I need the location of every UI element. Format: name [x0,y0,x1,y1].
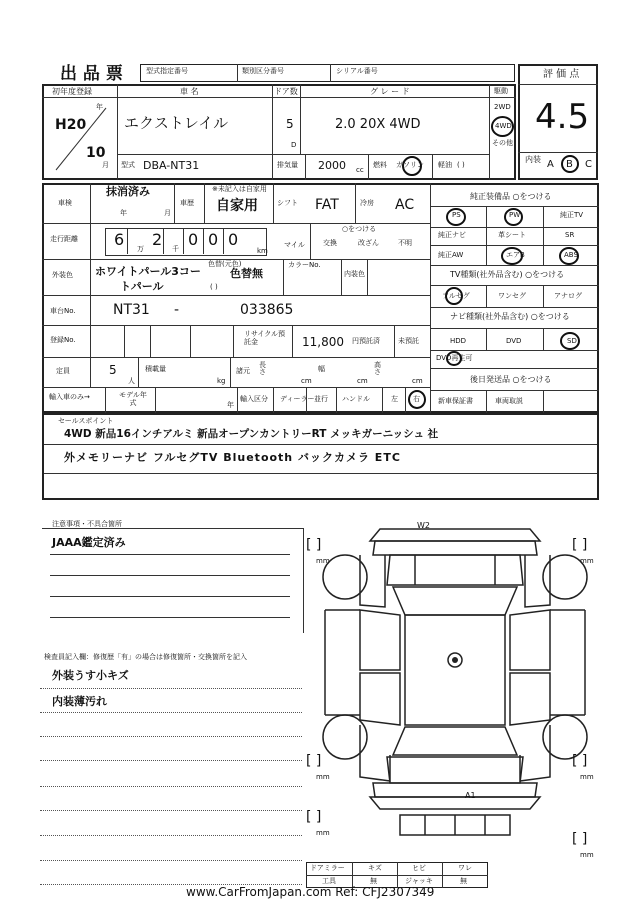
color-value-line2: トパール [120,280,164,293]
inspector-line1: 外装うす小キズ [52,669,129,682]
mm-tl: mm [316,557,330,565]
year-mark: 年 [96,103,103,111]
dims-length-cm: cm [301,377,312,385]
tv-fullseg: フルセグ [442,292,470,300]
equip-airbag-circle [501,247,523,265]
interior-color-label: 内装色 [344,270,365,278]
mm-bl: mm [316,773,330,781]
fuel-label: 燃料 [373,161,387,169]
registration-label: 登録No. [50,336,76,344]
capacity-person: 人 [128,377,135,385]
odometer-digit-2: 2 [152,230,163,249]
model-year-unit: 年 [227,401,234,409]
mileage-modified: 改ざん [358,239,379,247]
history-value: 自家用 [216,198,258,214]
diagram-w2: W2 [417,521,430,530]
dims-width: 幅 [318,365,325,373]
dims-length: 長さ [259,361,266,376]
sales-points-line1: 4WD 新品16インチアルミ 新品オープンカントリーRT メッキガーニッシュ 社 [64,428,439,440]
notes-line1: JAAA鑑定済み [52,536,126,549]
fuel-gas-circle [402,156,422,176]
ac-value: AC [395,197,415,213]
import-dealer: ディーラー [280,395,315,403]
equip-sr: SR [565,231,575,239]
bracket-tl: [ ] [306,537,322,553]
model-year-label: モデル年式 [119,391,147,408]
inspection-month: 月 [164,209,171,217]
first-reg-label: 初年度登録 [52,87,92,96]
displacement-value: 2000 [318,159,346,172]
equip-navi: 純正ナビ [438,231,466,239]
drive-2wd: 2WD [494,103,511,111]
handle-right: 右 [413,395,420,403]
model-label: 型式 [121,161,135,169]
later-warranty: 新車保証書 [438,397,473,405]
dims-height: 高さ [374,361,381,376]
equip-pw: PW [509,211,521,219]
bracket-bottom-l: [ ] [306,809,322,825]
odometer-man: 万 [137,245,144,253]
equip-airbag: エアB [506,251,525,259]
form-title: 出 品 票 [60,64,123,84]
odometer-digit-1: 6 [114,230,125,249]
legend-h2: キズ [368,864,382,872]
chassis-prefix: NT31 [113,302,150,318]
color-label: 外装色 [52,271,73,279]
equip-leather: 革シート [498,231,526,239]
mm-tr: mm [580,557,594,565]
later-manual: 車両取説 [495,397,523,405]
car-outline [323,529,587,835]
interior-c: C [585,159,592,170]
equip-ps: PS [452,211,461,219]
legend-r2: 無 [370,877,377,885]
sales-points-line2: 外メモリーナビ フルセグTV Bluetooth バックカメラ ETC [64,451,401,464]
equip-pw-circle [504,208,523,226]
navi-dvd: DVD [506,337,522,345]
odometer-box [105,228,267,256]
equip-tv: 純正TV [560,211,584,219]
drive-label: 駆動 [494,87,508,95]
chassis-dash: - [174,302,180,318]
legend-r1: 工具 [322,877,336,885]
model-cert-label: 型式指定番号 [146,67,188,75]
doors-label: ドア数 [274,87,298,96]
odometer-digit-5: 0 [228,230,239,249]
chassis-number: 033865 [240,302,294,318]
dvd-play: DVD再生可 [436,354,473,362]
mm-bottom-r: mm [580,851,594,859]
fuel-paren: ( ) [457,161,465,169]
fuel-diesel: 軽油 [438,161,452,169]
navi-sd-circle [560,332,580,350]
footer-watermark: www.CarFromJapan.com Ref: CFJ2307349 [186,885,435,899]
sales-points-label: セールスポイント [58,417,114,425]
inspector-line2: 内装薄汚れ [52,695,107,708]
drive-other: その他 [492,139,513,147]
score-value: 4.5 [535,97,590,137]
dims-label: 諸元 [236,367,250,375]
repaint-label: 色替(元色) [208,260,242,268]
mileage-exchange: 交換 [323,239,337,247]
tv-oneseg: ワンセグ [498,292,526,300]
score-label: 評 価 点 [543,69,580,80]
inspector-label: 検査員記入欄：修復歴「有」の場合は修復箇所・交換箇所を記入 [44,653,247,661]
equip-aw: 純正AW [438,251,464,259]
month-value: 10 [86,145,106,161]
interior-b-circle [561,155,579,173]
displacement-label: 排気量 [277,161,298,169]
ac-label: 冷房 [360,199,374,207]
chassis-label: 車台No. [50,307,76,315]
car-name-label: 車 名 [180,87,199,96]
legend-r4: 無 [460,877,467,885]
capacity-label: 定員 [56,367,70,375]
bracket-bottom-r: [ ] [572,831,588,847]
bracket-br: [ ] [572,753,588,769]
serial-label: シリアル番号 [336,67,378,75]
mileage-unknown: 不明 [398,239,412,247]
legend-r3: ジャッキ [405,877,433,885]
model-value: DBA-NT31 [143,159,200,172]
later-title: 後日発送品 ○をつける [470,375,552,384]
drive-4wd-circle [491,116,514,137]
drive-4wd: 4WD [495,122,512,130]
interior-label: 内装 [525,155,541,164]
mileage-circle-note: ○をつける [342,225,377,233]
fuel-gas: ガソリン [396,161,424,169]
mm-br: mm [580,773,594,781]
odometer-km: km [257,247,268,255]
interior-a: A [547,159,554,170]
cc-unit: cc [356,166,364,174]
color-value-line1: ホワイトパール3コー [95,265,201,278]
mm-bottom-l: mm [316,829,330,837]
import-label: 輸入車のみ→ [49,393,90,401]
navi-hdd: HDD [450,337,467,345]
repaint-value: 色替無 [230,267,263,280]
legend-h3: ヒビ [412,864,426,872]
header-id-row [140,64,515,82]
navi-sd: SD [567,337,577,345]
dvd-play-circle [446,351,462,366]
interior-b: B [566,159,573,170]
diagram-a1: A1 [465,791,476,800]
odometer-digit-3: 0 [188,230,199,249]
capacity-value: 5 [109,363,117,377]
month-mark: 月 [102,161,109,169]
mileage-label: 走行距離 [50,235,78,243]
equip-abs-circle [559,247,579,265]
grade-value: 2.0 20X 4WD [335,117,421,132]
history-note: ※未記入は自家用 [212,185,267,193]
shift-value: FAT [315,197,339,213]
tv-analog: アナログ [554,292,582,300]
grade-label: グ レ ー ド [370,87,410,96]
door-d: D [291,141,297,149]
bracket-bl: [ ] [306,753,322,769]
recycle-yen-label: 円預託済 [352,337,380,345]
tv-title: TV種類(社外品含む) ○をつける [450,270,565,279]
type-class-label: 類別区分番号 [242,67,284,75]
dims-width-cm: cm [357,377,368,385]
legend-h4: ワレ [458,864,472,872]
mile-label: マイル [284,241,305,249]
odometer-sen: 千 [172,245,179,253]
not-deposited: 未預託 [398,337,419,345]
handle-label: ハンドル [342,395,370,403]
equipment-title: 純正装備品 ○をつける [470,192,552,201]
inspection-year: 年 [120,209,127,217]
recycle-value: 11,800 [302,335,344,349]
dims-height-cm: cm [412,377,423,385]
inspection-label: 車検 [58,199,72,207]
import-parallel: 並行 [314,395,328,403]
notes-label: 注意事項・不具合箇所 [52,520,122,528]
equip-abs: ABS [564,251,578,259]
roof-marker [452,657,458,663]
car-damage-diagram [305,515,605,860]
legend-h1: ドアミラー [310,864,345,872]
odometer-digit-4: 0 [208,230,219,249]
shift-label: シフト [277,199,298,207]
equip-ps-circle [446,208,466,226]
repaint-paren: ( ) [210,283,218,291]
load-label: 積載量 [145,365,166,373]
inspection-value: 抹消済み [106,185,150,198]
handle-right-circle [408,390,426,409]
recycle-label: リサイクル預託金 [244,330,286,347]
handle-left: 左 [391,395,398,403]
car-name: エクストレイル [124,114,229,132]
tv-fullseg-circle [445,287,463,305]
load-kg: kg [217,377,226,385]
doors-value: 5 [286,117,294,131]
era-year: H20 [55,117,87,133]
import-class-label: 輸入区分 [240,395,268,403]
history-label: 車歴 [180,199,194,207]
navi-title: ナビ種類(社外品含む) ○をつける [450,312,570,321]
bracket-tr: [ ] [572,537,588,553]
color-no-label: カラーNo. [288,261,321,269]
